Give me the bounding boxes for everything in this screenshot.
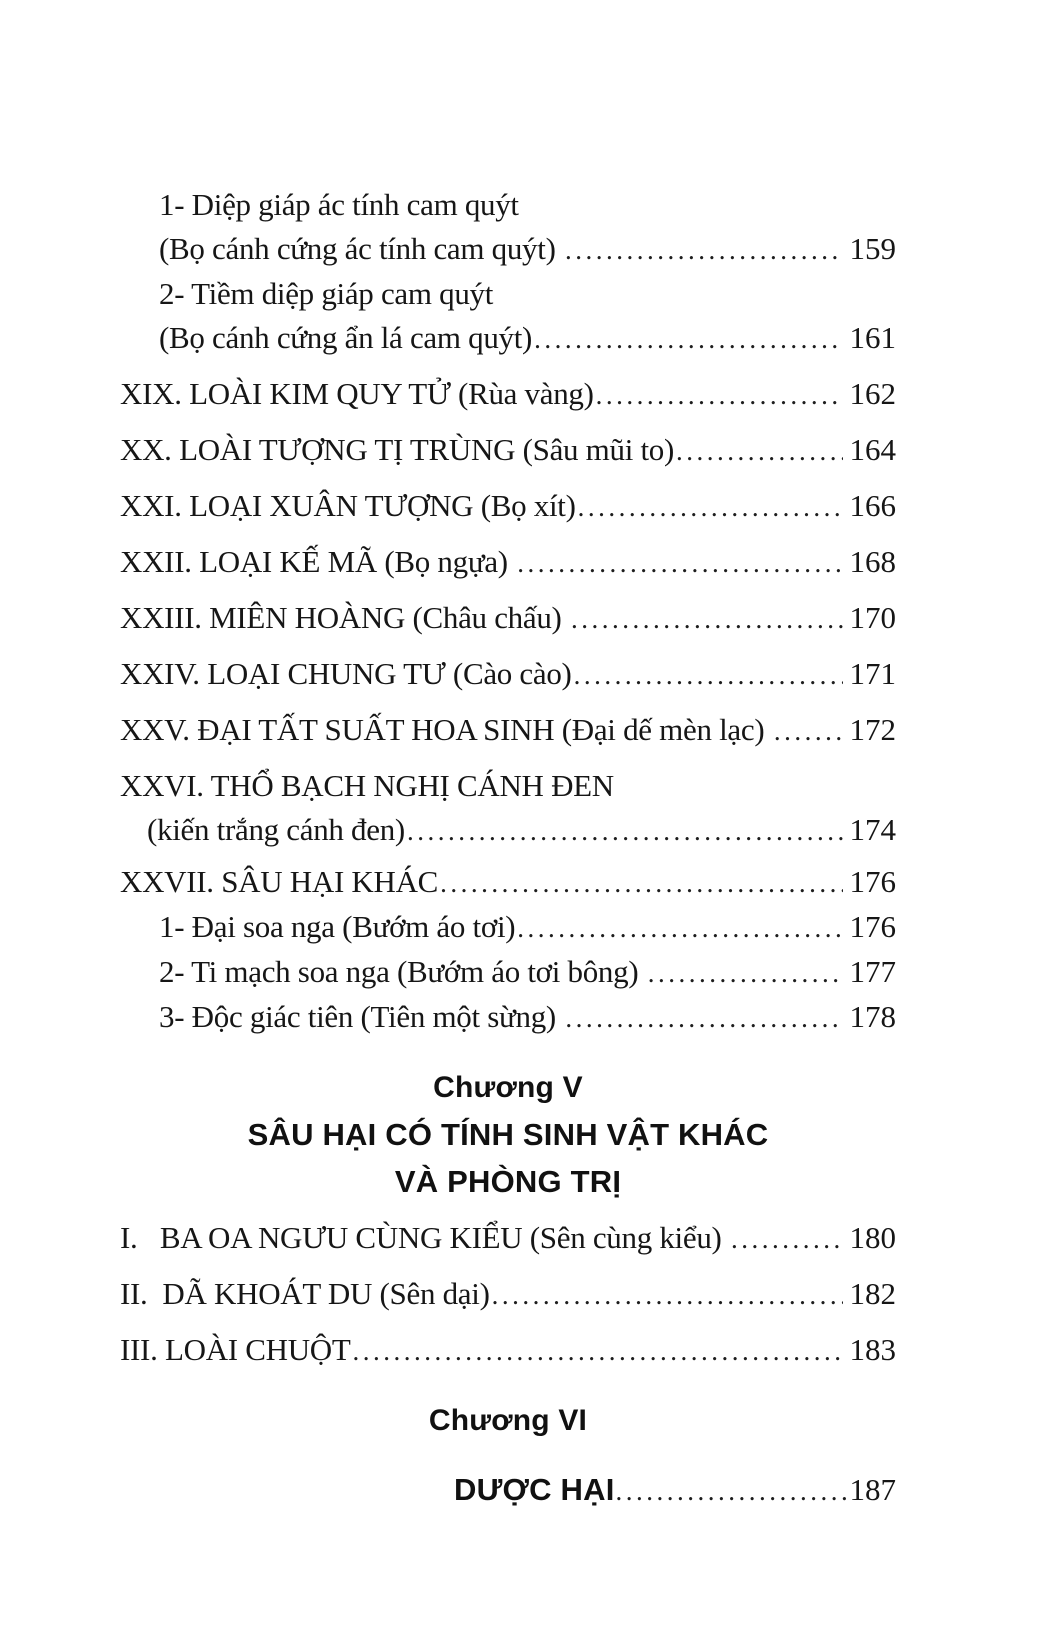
- dot-leader: [407, 808, 843, 853]
- toc-row: [159, 950, 896, 995]
- page-number: 161: [849, 320, 896, 355]
- toc-row: [159, 905, 896, 950]
- toc-entry-text: II. DÃ KHOÁT DU (Sên dại): [120, 1276, 490, 1311]
- toc-row: [120, 372, 896, 417]
- toc-row: [120, 1216, 896, 1261]
- toc-row: [120, 652, 896, 697]
- toc-entry-text: XXVI. THỔ BẠCH NGHỊ CÁNH ĐEN: [120, 768, 614, 803]
- chapter-heading-line: Chương V: [433, 1071, 583, 1104]
- dot-leader: [731, 1216, 842, 1261]
- dot-leader: [492, 1272, 843, 1317]
- toc-entry-text: 1- Đại soa nga (Bướm áo tơi): [159, 909, 516, 944]
- dot-leader: [648, 950, 843, 995]
- toc-entry-text: DƯỢC HẠI: [454, 1472, 615, 1507]
- page-number: 176: [849, 909, 896, 944]
- page-number: 182: [849, 1276, 896, 1311]
- toc-entry-text: XIX. LOÀI KIM QUY TỬ (Rùa vàng): [120, 376, 594, 411]
- toc-entry-text: XX. LOÀI TƯỢNG TỊ TRÙNG (Sâu mũi to): [120, 432, 674, 467]
- toc-entry-text: I. BA OA NGƯU CÙNG KIỂU (Sên cùng kiểu): [120, 1220, 730, 1255]
- toc-entry-text: 3- Độc giác tiên (Tiên một sừng): [159, 999, 564, 1034]
- page-number: 166: [849, 488, 896, 523]
- page-number: 168: [849, 544, 896, 579]
- toc-row: [120, 428, 896, 473]
- page-number: 162: [849, 376, 896, 411]
- dot-leader: [571, 596, 843, 641]
- chapter-heading: [120, 1397, 896, 1444]
- page-number: 164: [849, 432, 896, 467]
- page-number: 174: [849, 812, 896, 847]
- toc-row: [120, 1328, 896, 1373]
- toc-entry-text: (kiến trắng cánh đen): [147, 812, 405, 847]
- toc-row: [120, 860, 896, 905]
- toc-row: [120, 596, 896, 641]
- toc-row: [159, 227, 896, 272]
- toc-row: [147, 808, 896, 853]
- page-number: 177: [849, 954, 896, 989]
- table-of-contents: [120, 183, 896, 1513]
- toc-entry-text: (Bọ cánh cứng ác tính cam quýt): [159, 231, 564, 266]
- dot-leader: [774, 708, 843, 753]
- toc-entry-text: XXVII. SÂU HẠI KHÁC: [120, 864, 439, 899]
- toc-row: [120, 1272, 896, 1317]
- page-number: 178: [849, 999, 896, 1034]
- dot-leader: [517, 540, 842, 585]
- page-number: 172: [849, 712, 896, 747]
- toc-entry-text: XXIII. MIÊN HOÀNG (Châu chấu): [120, 600, 569, 635]
- page-number: 180: [849, 1220, 896, 1255]
- page-number: 170: [849, 600, 896, 635]
- dot-leader: [574, 652, 843, 697]
- toc-entry-text: 1- Diệp giáp ác tính cam quýt: [159, 187, 519, 222]
- dot-leader: [517, 905, 842, 950]
- toc-entry-text: 2- Ti mạch soa nga (Bướm áo tơi bông): [159, 954, 646, 989]
- page-number: 187: [849, 1472, 896, 1507]
- toc-entry-text: XXII. LOẠI KẾ MÃ (Bọ ngựa): [120, 544, 516, 579]
- page-number: 171: [849, 656, 896, 691]
- toc-entry-text: XXV. ĐẠI TẤT SUẤT HOA SINH (Đại dế mèn lạc): [120, 712, 772, 747]
- toc-row: [120, 708, 896, 753]
- toc-row: [159, 316, 896, 361]
- dot-leader: [565, 995, 842, 1040]
- toc-entry-text: XXI. LOẠI XUÂN TƯỢNG (Bọ xít): [120, 488, 576, 523]
- dot-leader: [565, 227, 842, 272]
- toc-row: [120, 484, 896, 529]
- toc-entry-text: 2- Tiềm diệp giáp cam quýt: [159, 276, 494, 311]
- chapter-heading-line: Chương VI: [428, 1404, 588, 1437]
- chapter-heading: [120, 1064, 896, 1205]
- toc-entry-text: (Bọ cánh cứng ẩn lá cam quýt): [159, 320, 533, 355]
- dot-leader: [353, 1328, 843, 1373]
- dot-leader: [534, 316, 842, 361]
- page-number: 159: [849, 231, 896, 266]
- chapter-heading-line: VÀ PHÒNG TRỊ: [394, 1164, 622, 1199]
- page-number: 183: [849, 1332, 896, 1367]
- chapter-heading-line: SÂU HẠI CÓ TÍNH SINH VẬT KHÁC: [247, 1117, 769, 1152]
- dot-leader: [440, 860, 842, 905]
- dot-leader: [578, 484, 843, 529]
- toc-row: [120, 540, 896, 585]
- dot-leader: [616, 1468, 849, 1513]
- dot-leader: [596, 372, 843, 417]
- toc-row: [159, 183, 896, 227]
- toc-row: [454, 1468, 896, 1513]
- toc-entry-text: XXIV. LOẠI CHUNG TƯ (Cào cào): [120, 656, 572, 691]
- toc-row: [159, 995, 896, 1040]
- page-number: 176: [849, 864, 896, 899]
- toc-row: [159, 272, 896, 316]
- dot-leader: [676, 428, 843, 473]
- toc-row: [120, 764, 896, 808]
- toc-entry-text: III. LOÀI CHUỘT: [120, 1332, 351, 1367]
